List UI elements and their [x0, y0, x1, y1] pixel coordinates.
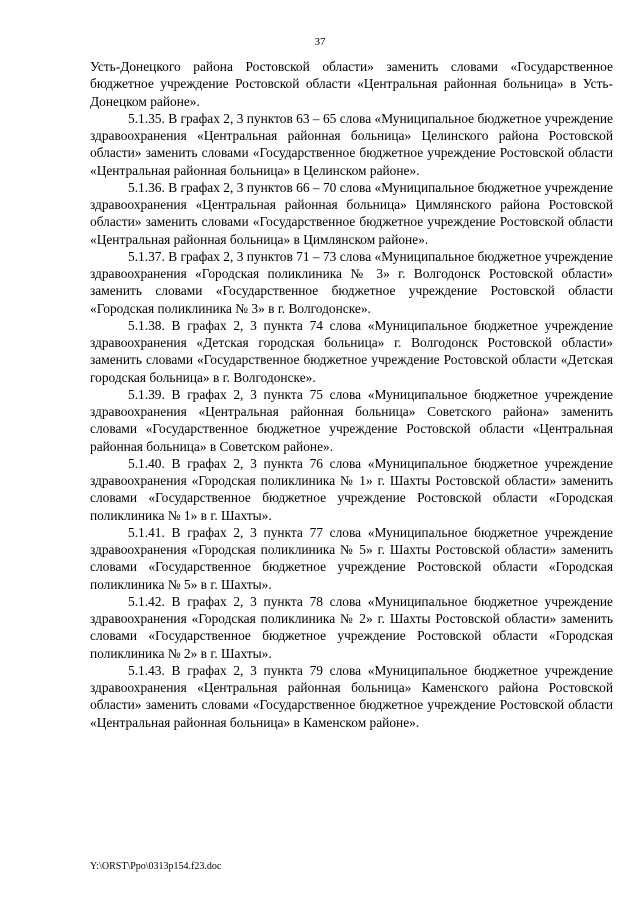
paragraph-5-1-37: 5.1.37. В графах 2, 3 пунктов 71 – 73 слова «Муниципальное бюджетное учреждение здравоохранения «Городская поликлиника № 3» г. Волгодонск Ростовской области» заменить словами «Государственное бюджетное учреждение Ростовской области «Городская поликлиника № 3» в г. Волгодонске».: [90, 248, 613, 316]
paragraph-5-1-40: 5.1.40. В графах 2, 3 пункта 76 слова «Муниципальное бюджетное учреждение здравоохранения «Городская поликлиника № 1» г. Шахты Ростовской области» заменить словами «Государственное бюджетное учреждение Ростовской области «Городская поликлиника № 1» в г. Шахты».: [90, 455, 613, 523]
paragraph-5-1-36: 5.1.36. В графах 2, 3 пунктов 66 – 70 слова «Муниципальное бюджетное учреждение здравоохранения «Центральная районная больница» Цимлянского района Ростовской области» заменить словами «Государственное бюджетное учреждение Ростовской области «Центральная районная больница» в Цимлянском районе».: [90, 179, 613, 247]
paragraph-continuation: Усть-Донецкого района Ростовской области» заменить словами «Государственное бюджетное учреждение Ростовской области «Центральная районная больница» в Усть-Донецком районе».: [90, 59, 613, 109]
footer-file-path: Y:\ORST\Ppo\0313p154.f23.doc: [90, 861, 222, 872]
paragraph-5-1-38: 5.1.38. В графах 2, 3 пункта 74 слова «Муниципальное бюджетное учреждение здравоохранения «Детская городская больница» г. Волгодонск Ростовской области» заменить словами «Государственное бюджетное учреждение Ростовской области «Детская городская больница» в г. Волгодонске».: [90, 317, 613, 385]
paragraph-5-1-39: 5.1.39. В графах 2, 3 пункта 75 слова «Муниципальное бюджетное учреждение здравоохранения «Центральная районная больница» Советского района» заменить словами «Государственное бюджетное учреждение Ростовской области «Центральная районная больница» в Советском районе».: [90, 386, 613, 454]
paragraph-5-1-41: 5.1.41. В графах 2, 3 пункта 77 слова «Муниципальное бюджетное учреждение здравоохранения «Городская поликлиника № 5» г. Шахты Ростовской области» заменить словами «Государственное бюджетное учреждение Ростовской области «Городская поликлиника № 5» в г. Шахты».: [90, 524, 613, 592]
paragraph-5-1-42: 5.1.42. В графах 2, 3 пункта 78 слова «Муниципальное бюджетное учреждение здравоохранения «Городская поликлиника № 2» г. Шахты Ростовской области» заменить словами «Государственное бюджетное учреждение Ростовской области «Городская поликлиника № 2» в г. Шахты».: [90, 593, 613, 661]
document-body: [90, 58, 613, 731]
paragraph-5-1-35: 5.1.35. В графах 2, 3 пунктов 63 – 65 слова «Муниципальное бюджетное учреждение здравоохранения «Центральная районная больница» Целинского района Ростовской области» заменить словами «Государственное бюджетное учреждение Ростовской области «Центральная районная больница» в Целинском районе».: [90, 110, 613, 178]
paragraph-5-1-43: 5.1.43. В графах 2, 3 пункта 79 слова «Муниципальное бюджетное учреждение здравоохранения «Центральная районная больница» Каменского района Ростовской области» заменить словами «Государственное бюджетное учреждение Ростовской области «Центральная районная больница» в Каменском районе».: [90, 662, 613, 730]
page-number: 37: [314, 36, 326, 48]
